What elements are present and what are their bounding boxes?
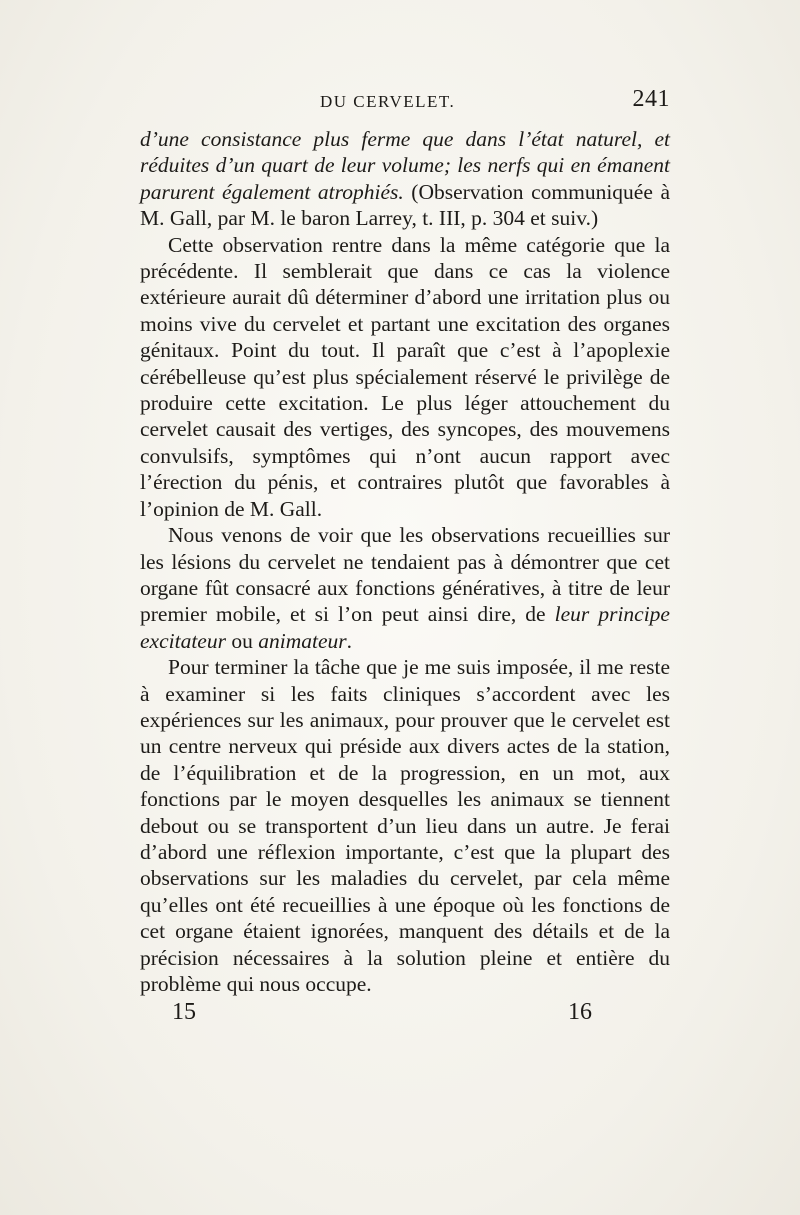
text-passage: ou [225,628,259,653]
text-passage: Nous venons de voir que les observations recueillies sur les lésions du cervelet ne tendaient pas à démontrer que cet organe fût consacré aux fonctions génératives, à titre de leur premier mobile, et si l’on peut ainsi dire, de [140,523,670,627]
body-text [140,126,670,997]
paragraph [140,126,670,232]
paragraph [140,522,670,654]
text-block [140,86,670,1033]
page-number: 241 [632,86,670,112]
signature-marks [140,999,670,1033]
running-head [140,86,670,126]
running-title: DU CERVELET. [320,92,456,111]
text-passage: (Observation communiquée à M. Gall, par M. le baron Larrey, t. III, p. 304 et suiv.) [140,179,670,231]
paragraph [140,232,670,522]
italic-passage: animateur [258,628,347,653]
text-passage: Pour terminer la tâche que je me suis imposée, il me reste à examiner si les faits cliniques s’accordent avec les expériences sur les animaux, pour prouver que le cervelet est un centre nerveux qui préside aux divers actes de la station, de l’équilibration et de la progression, en un mot, aux fonctions par le moyen desquelles les animaux se tiennent debout ou se transportent d’un lieu dans un autre. Je ferai d’abord une réflexion importante, c’est que la plupart des observations sur les maladies du cervelet, par cela même qu’elles ont été recueillies à une époque où les fonctions de cet organe étaient ignorées, manquent des détails et de la précision nécessaires à la solution pleine et entière du problème qui nous occupe. [140,655,670,996]
signature-mark-right: 16 [568,999,592,1026]
italic-passage: d’une consistance plus ferme que dans l’état naturel, et réduites d’un quart de leur volume; les nerfs qui en émanent parurent également atrophiés. [140,127,670,204]
signature-mark-left: 15 [172,999,196,1026]
text-passage: Cette observation rentre dans la même catégorie que la précédente. Il semblerait que dans ce cas la violence extérieure aurait dû déterminer d’abord une irritation plus ou moins vive du cervelet et partant une excitation des organes génitaux. Point du tout. Il paraît que c’est à l’apoplexie cérébelleuse qu’est plus spécialement réservé le privilège de produire cette excitation. Le plus léger attouchement du cervelet causait des vertiges, des syncopes, des mouvemens convulsifs, symptômes qui n’ont aucun rapport avec l’érection du pénis, et contraires plutôt que favorables à l’opinion de M. Gall. [140,232,670,521]
italic-passage: leur principe excitateur [140,602,670,653]
text-passage: . [346,628,352,653]
paragraph [140,654,670,997]
